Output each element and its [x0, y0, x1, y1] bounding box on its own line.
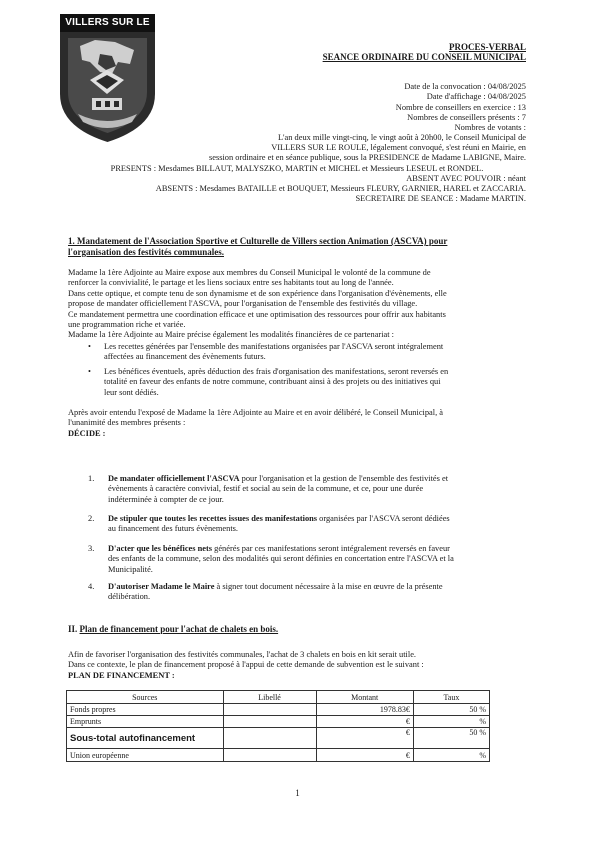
decision-bold: D'acter que les bénéfices nets [108, 544, 213, 553]
subtotal-cell: Sous-total autofinancement [67, 728, 224, 749]
table-row [67, 704, 490, 716]
paragraph-line: l'unanimité des membres présents : [68, 418, 186, 428]
source-cell: Emprunts [67, 716, 224, 728]
bullet-text: Les bénéfices éventuels, après déduction des frais d'organisation des manifestations, seront reversés en [104, 367, 449, 376]
intro-line: session ordinaire et en séance publique, sous la PRESIDENCE de Madame LABIGNE, Maire. [208, 153, 526, 163]
decision-number: 2. [88, 514, 95, 523]
bullet-text: totalité en faveur des enfants de notre commune, contribuant ainsi à des projets ou des initiatives qui [104, 377, 441, 387]
paragraph-line: une programmation riche et variée. [68, 320, 186, 330]
header-cell: Sources [67, 691, 224, 704]
affichage-date: Date d'affichage : 04/08/2025 [426, 92, 526, 102]
paragraph-line: Ce mandatement permettra une coordination efficace et une optimisation des ressources pour offrir aux habitants [68, 309, 446, 319]
decision-number: 1. [88, 474, 95, 483]
libelle-cell [223, 716, 316, 728]
paragraph-line: Dans cette optique, et compte tenu de son dynamisme et de son expérience dans l'organisation d'évènements, elle [68, 288, 447, 298]
decision-text: des enfants de la commune, selon des modalités qui seront définies en concertation entre l'ASCVA et la [108, 554, 454, 564]
section2-title [68, 624, 278, 635]
commune-coat-of-arms [60, 14, 155, 142]
absent-pouvoir-line: ABSENT AVEC POUVOIR : néant [406, 173, 526, 183]
absents-line: ABSENTS : Mesdames BATAILLE et BOUQUET, Messieurs FLEURY, GARNIER, HAREL et ZACCARIA. [155, 184, 526, 194]
presents-line: PRESENTS : Mesdames BILLAUT, MALYSZKO, MARTIN et MICHEL et Messieurs LESEUL et RONDEL. [110, 163, 484, 173]
paragraph-line: renforcer la convivialité, le partage et les liens sociaux entre ses habitants tout au long de l'année. [68, 278, 394, 288]
source-cell: Union européenne [67, 749, 224, 762]
seance-title: SEANCE ORDINAIRE DU CONSEIL MUNICIPAL [322, 52, 526, 63]
taux-cell: % [413, 716, 489, 728]
paragraph-line: Après avoir entendu l'exposé de Madame la 1ère Adjointe au Maire et en avoir délibéré, le Conseil Municipal, à [68, 408, 443, 417]
page-number: 1 [295, 788, 300, 798]
header-cell: Libellé [223, 691, 316, 704]
logo-title: VILLERS SUR LE [60, 14, 155, 32]
montant-cell: € [316, 728, 413, 749]
decision-text: à signer tout document nécessaire à la mise en œuvre de la présente [214, 582, 443, 591]
bullet-icon: • [88, 367, 91, 376]
decide-label: DÉCIDE : [68, 428, 106, 438]
taux-cell: % [413, 749, 489, 762]
decision-bold: De stipuler que toutes les recettes issues des manifestations [108, 514, 318, 523]
taux-cell: 50 % [413, 728, 489, 749]
section2-title-text: Plan de financement pour l'achat de chalets en bois. [79, 624, 279, 634]
section2-number: II. [68, 624, 78, 634]
bullet-text: Les recettes générées par l'ensemble des manifestations organisées par l'ASCVA seront intégralement [104, 342, 444, 351]
decision-bold: D'autoriser Madame le Maire [108, 582, 215, 591]
nombre-votants: Nombres de votants : [454, 123, 526, 133]
paragraph-line: Afin de favoriser l'organisation des festivités communales, l'achat de 3 chalets en bois en kit serait utile. [68, 650, 416, 659]
conseillers-exercice: Nombre de conseillers en exercice : 13 [395, 102, 526, 112]
taux-cell: 50 % [413, 704, 489, 716]
decision-text: évènements à caractère convivial, festif et social au sein de la commune, et ce, pour une durée [108, 484, 424, 494]
paragraph-line: Madame la 1ère Adjointe au Maire expose aux membres du Conseil Municipal le volonté de la commune de [68, 268, 431, 277]
convocation-date: Date de la convocation : 04/08/2025 [404, 82, 526, 91]
paragraph-line: Madame la 1ère Adjointe au Maire précise également les modalités financières de ce partenariat : [68, 330, 395, 340]
decision-text: indéterminée à compter de ce jour. [108, 494, 224, 504]
decision-text: délibération. [108, 592, 151, 602]
section1-title: 1. Mandatement de l'Association Sportive et Culturelle de Villers section Animation (ASCVA) pour [68, 236, 448, 246]
decision-text: pour l'organisation et la gestion de l'ensemble des festivités et [239, 474, 449, 483]
decision-text: Municipalité. [108, 564, 153, 574]
header-cell: Taux [413, 691, 489, 704]
plan-label: PLAN DE FINANCEMENT : [68, 670, 175, 680]
conseillers-presents: Nombres de conseillers présents : 7 [407, 112, 526, 122]
bullet-text: affectées au financement des évènements futurs. [104, 352, 266, 362]
pv-title: PROCES-VERBAL [448, 42, 526, 52]
libelle-cell [223, 704, 316, 716]
table-row [67, 749, 490, 762]
header-cell: Montant [316, 691, 413, 704]
decision-number: 4. [88, 582, 95, 591]
libelle-cell [223, 749, 316, 762]
bullet-icon: • [88, 342, 91, 351]
financing-table [66, 690, 490, 762]
table-row [67, 716, 490, 728]
section1-title-cont: l'organisation des festivités communales. [68, 247, 224, 257]
libelle-cell [223, 728, 316, 749]
montant-cell: € [316, 716, 413, 728]
decision-text: organisées par l'ASCVA seront dédiées [317, 514, 450, 523]
intro-line: L'an deux mille vingt-cinq, le vingt août à 20h00, le Conseil Municipal de [277, 133, 526, 142]
table-header-row [67, 691, 490, 704]
paragraph-line: Dans ce contexte, le plan de financement proposé à l'appui de cette demande de subvention est le suivant : [68, 660, 424, 670]
paragraph-line: propose de mandater officiellement l'ASCVA, pour l'organisation de l'ensemble des festivités du village. [68, 299, 418, 309]
shield-icon [60, 32, 155, 142]
intro-line: VILLERS SUR LE ROULE, légalement convoqué, s'est réuni en Mairie, en [271, 143, 526, 153]
decision-bold: De mandater officiellement l'ASCVA [108, 474, 240, 483]
decision-text: générés par ces manifestations seront intégralement reversés en faveur [212, 544, 450, 553]
secretaire-line: SECRETAIRE DE SEANCE : Madame MARTIN. [355, 194, 526, 204]
source-cell: Fonds propres [67, 704, 224, 716]
montant-cell: € [316, 749, 413, 762]
montant-cell: 1978.83€ [316, 704, 413, 716]
table-row [67, 728, 490, 749]
bullet-text: leur sont dédiés. [104, 387, 159, 397]
decision-text: au financement des futurs évènements. [108, 524, 238, 534]
decision-number: 3. [88, 544, 95, 553]
